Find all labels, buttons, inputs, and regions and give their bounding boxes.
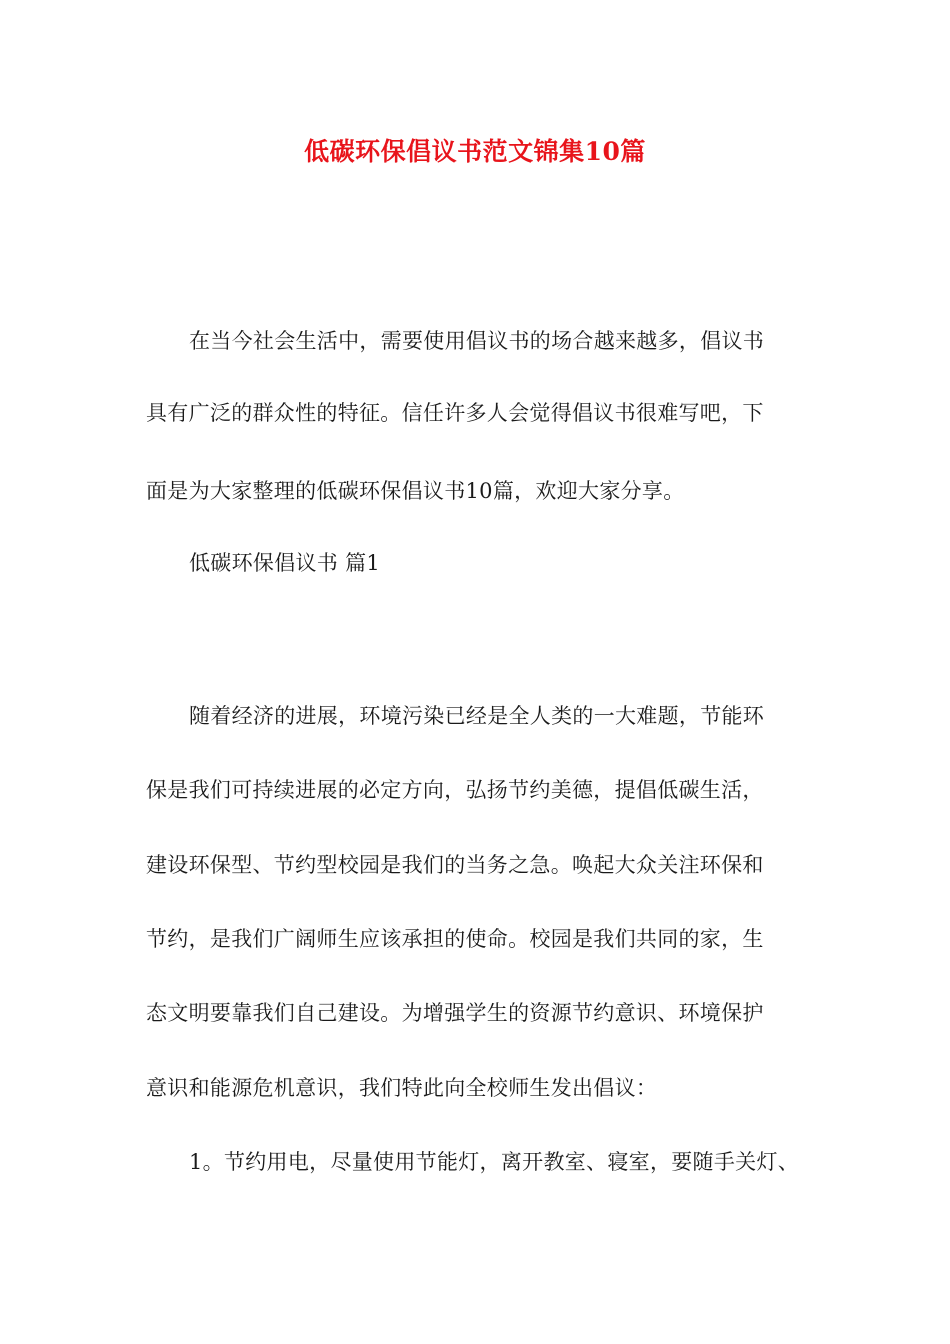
list-item-1: 1。节约用电，尽量使用节能灯，离开教室、寝室，要随手关灯、 — [189, 1150, 800, 1174]
body-line-2: 保是我们可持续进展的必定方向，弘扬节约美德，提倡低碳生活， — [146, 778, 764, 802]
body-line-4: 节约，是我们广阔师生应该承担的使命。校园是我们共同的家，生 — [146, 927, 764, 951]
body-line-3: 建设环保型、节约型校园是我们的当务之急。唤起大众关注环保和 — [146, 853, 764, 877]
intro-line-1: 在当今社会生活中，需要使用倡议书的场合越来越多，倡议书 — [189, 329, 765, 353]
body-line-6: 意识和能源危机意识，我们特此向全校师生发出倡议： — [146, 1076, 658, 1100]
document-title: 低碳环保倡议书范文锦集10篇 — [304, 137, 646, 166]
body-line-5: 态文明要靠我们自己建设。为增强学生的资源节约意识、环境保护 — [146, 1001, 764, 1025]
body-line-1: 随着经济的进展，环境污染已经是全人类的一大难题，节能环 — [189, 704, 765, 728]
intro-line-3: 面是为大家整理的低碳环保倡议书10篇，欢迎大家分享。 — [146, 479, 685, 503]
intro-line-2: 具有广泛的群众性的特征。信任许多人会觉得倡议书很难写吧，下 — [146, 401, 764, 425]
section-heading: 低碳环保倡议书 篇1 — [189, 551, 381, 575]
